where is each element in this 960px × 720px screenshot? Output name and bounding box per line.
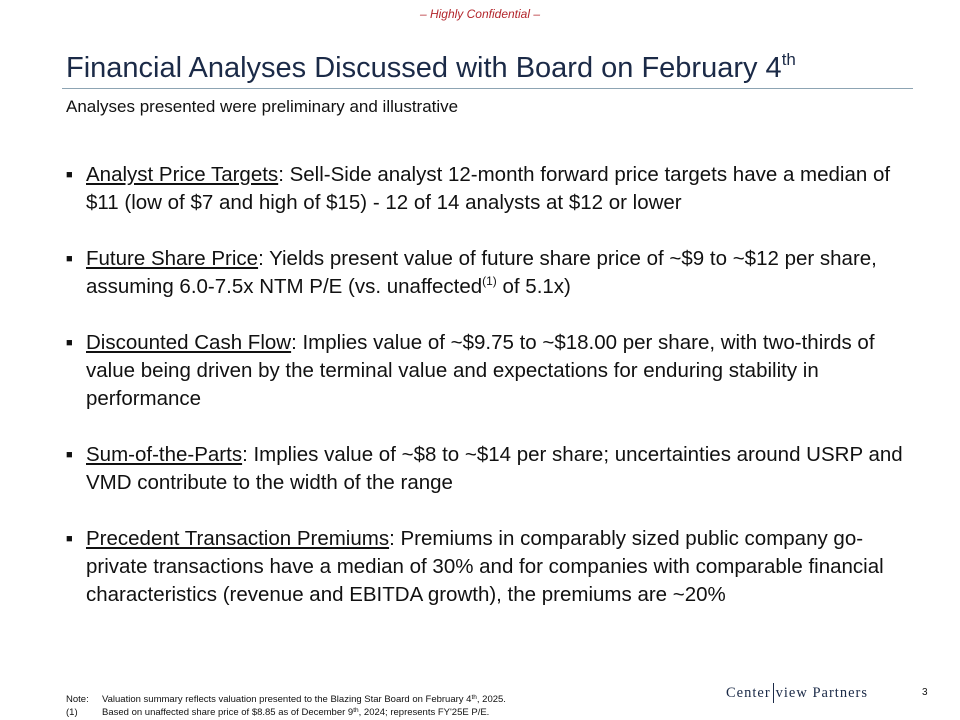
note-label: Note: (66, 694, 89, 705)
logo-text-left: Center (726, 684, 771, 701)
square-bullet-icon: ■ (66, 253, 73, 265)
logo-text-right: view Partners (775, 684, 868, 701)
footnote-reference: (1) (482, 274, 497, 288)
note-text: Valuation summary reflects valuation presented to the Blazing Star Board on February 4 (102, 694, 472, 705)
bullet-text: : Implies value of ~$9.75 to ~$18.00 per share, with two-thirds of value being driven by the terminal value and expectations for enduring stability in performance (86, 331, 875, 410)
square-bullet-icon: ■ (66, 169, 73, 181)
note-row (66, 694, 506, 707)
bullet-discounted-cash-flow (66, 329, 916, 413)
bullet-text: : Premiums in comparably sized public company go-private transactions have a median of 30% and for companies with comparable financial characteristics (revenue and EBITDA growth), the premiums are ~20% (86, 527, 884, 606)
title-divider (62, 88, 913, 89)
footnote-1-text-continued: , 2024; represents FY'25E P/E. (358, 706, 490, 718)
bullet-text: : Yields present value of future share price of ~$9 to ~$12 per share, assuming 6.0-7.5x NTM P/E (vs. unaffected (86, 247, 877, 298)
logo-divider (773, 683, 774, 703)
note-text-continued: , 2025. (476, 694, 506, 705)
footnote-1-label: (1) (66, 706, 78, 718)
footnotes (66, 694, 506, 719)
footnote-1-superscript: th (353, 706, 359, 714)
bullet-heading: Precedent Transaction Premiums (86, 527, 390, 550)
note-superscript: th (471, 694, 477, 701)
bullet-heading: Future Share Price (86, 247, 259, 270)
bullet-text-continued: of 5.1x) (496, 275, 571, 298)
analysis-bullet-list (66, 161, 916, 637)
footnote-1-text: Based on unaffected share price of $8.85 as of December 9 (102, 706, 354, 718)
bullet-text: : Sell-Side analyst 12-month forward price targets have a median of $11 (low of $7 and high of $15) - 12 of 14 analysts at $12 or lower (86, 163, 891, 214)
bullet-sum-of-the-parts (66, 441, 916, 497)
bullet-future-share-price (66, 245, 916, 301)
bullet-text: : Implies value of ~$8 to ~$14 per share; uncertainties around USRP and VMD contribute to the width of the range (86, 443, 903, 494)
square-bullet-icon: ■ (66, 337, 73, 349)
page-title (66, 52, 796, 85)
footnote-1-row (66, 707, 506, 720)
centerview-partners-logo (726, 683, 868, 703)
page-number: 3 (922, 687, 928, 698)
bullet-analyst-price-targets (66, 161, 916, 217)
square-bullet-icon: ■ (66, 533, 73, 545)
bullet-heading: Discounted Cash Flow (86, 331, 292, 354)
bullet-heading: Sum-of-the-Parts (86, 443, 243, 466)
confidential-label: – Highly Confidential – (419, 7, 541, 21)
bullet-heading: Analyst Price Targets (86, 163, 279, 186)
page-title-text: Financial Analyses Discussed with Board on February 4 (66, 52, 782, 84)
square-bullet-icon: ■ (66, 449, 73, 461)
page-title-superscript: th (781, 50, 796, 69)
bullet-precedent-transaction-premiums (66, 525, 916, 609)
page-subtitle: Analyses presented were preliminary and illustrative (66, 97, 459, 116)
